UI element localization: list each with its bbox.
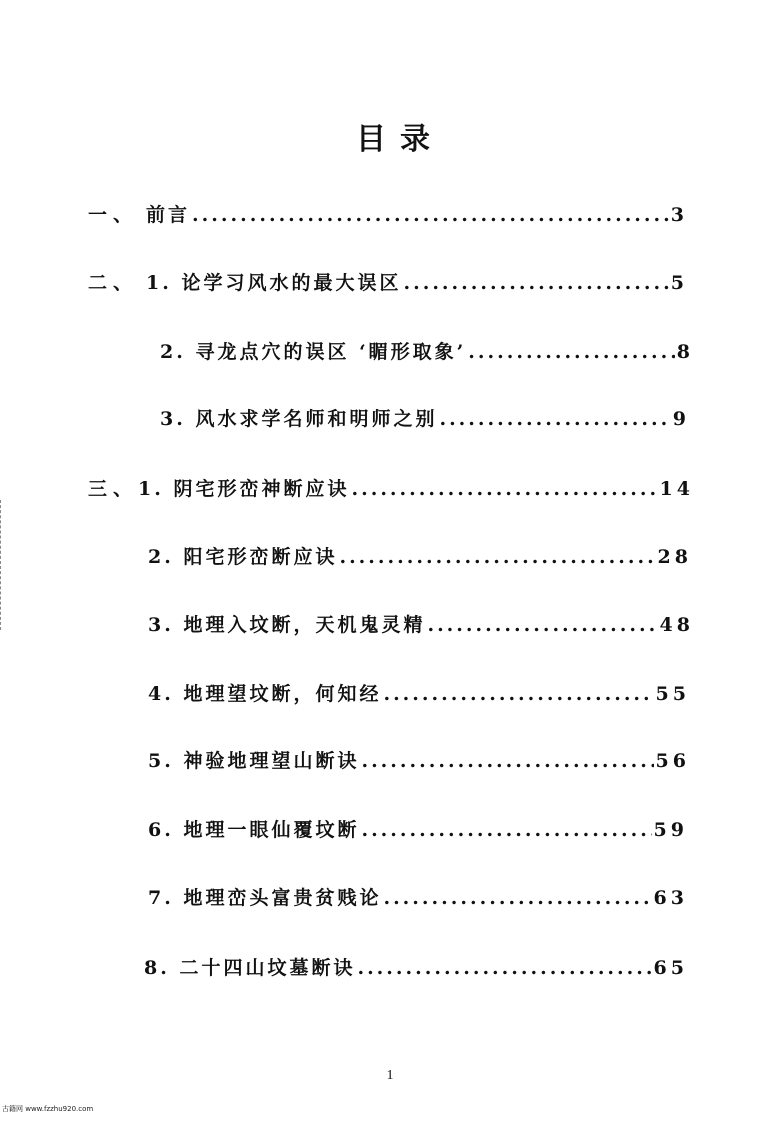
toc-entry-label: 1. 论学习风水的最大误区 bbox=[146, 272, 402, 294]
toc-entry-page: 55 bbox=[655, 683, 690, 705]
toc-entry bbox=[160, 337, 694, 364]
toc-leader-dots bbox=[439, 407, 670, 431]
toc-entry-page: 63 bbox=[653, 887, 688, 909]
toc-entry-label: 5. 神验地理望山断诀 bbox=[148, 750, 360, 772]
toc-leader-dots bbox=[427, 613, 657, 637]
toc-entry-page: 14 bbox=[659, 478, 694, 500]
toc-entry-page: 59 bbox=[653, 819, 688, 841]
toc-leader-dots bbox=[351, 477, 657, 501]
toc-entry-label: 6. 地理一眼仙覆坟断 bbox=[148, 819, 360, 841]
page-number: 1 bbox=[386, 1068, 394, 1083]
toc-entry-page: 8 bbox=[676, 341, 694, 363]
toc-leader-dots bbox=[361, 818, 651, 842]
toc-leader-dots bbox=[383, 682, 653, 706]
site-watermark: 古籍网 www.fzzhu920.com bbox=[2, 1105, 94, 1113]
toc-entry-label: 3. 风水求学名师和明师之别 bbox=[160, 408, 438, 430]
toc-entry-label: 1. 阴宅形峦神断应诀 bbox=[138, 478, 350, 500]
toc-entry bbox=[148, 610, 694, 637]
toc-entry-label: 3. 地理入坟断，天机鬼灵精 bbox=[148, 614, 426, 636]
toc-entry bbox=[148, 815, 688, 842]
toc-entry-label: 2. 阳宅形峦断应诀 bbox=[148, 546, 338, 568]
toc-entry bbox=[148, 542, 692, 569]
toc-leader-dots bbox=[403, 271, 668, 295]
toc-entry-page: 48 bbox=[659, 614, 694, 636]
toc-entry-page: 9 bbox=[672, 408, 690, 430]
toc-entry bbox=[148, 679, 690, 706]
toc-entry-label: 8. 二十四山坟墓断诀 bbox=[144, 957, 356, 979]
toc-entry bbox=[88, 474, 694, 501]
toc-leader-dots bbox=[361, 749, 653, 773]
toc-entry-label: 前言 bbox=[146, 204, 191, 226]
toc-entry bbox=[148, 746, 690, 773]
toc-leader-dots bbox=[339, 545, 655, 569]
toc-leader-dots bbox=[357, 956, 651, 980]
toc-entry bbox=[148, 883, 688, 910]
toc-entry-page: 28 bbox=[657, 546, 692, 568]
toc-entry-page: 3 bbox=[670, 204, 688, 226]
toc-entry-prefix: 三、 bbox=[88, 478, 139, 500]
toc-leader-dots bbox=[468, 340, 674, 364]
toc-entry-prefix: 一、 bbox=[88, 204, 139, 226]
toc-entry-prefix: 二、 bbox=[88, 272, 139, 294]
toc-entry-page: 5 bbox=[670, 272, 688, 294]
toc-entry bbox=[160, 404, 690, 431]
toc-entry-label: 7. 地理峦头富贵贫贱论 bbox=[148, 887, 382, 909]
toc-entry-label: 4. 地理望坟断，何知经 bbox=[148, 683, 382, 705]
toc-entry bbox=[88, 200, 688, 227]
page-title: 目录 bbox=[356, 122, 444, 157]
toc-leader-dots bbox=[192, 203, 669, 227]
toc-entry bbox=[144, 953, 688, 980]
toc-entry-page: 65 bbox=[653, 957, 688, 979]
toc-entry-label: 2. 寻龙点穴的误区 ‘睸形取象’ bbox=[160, 341, 467, 363]
scan-edge-mark bbox=[0, 500, 3, 630]
toc-entry bbox=[88, 268, 688, 295]
toc-entry-page: 56 bbox=[655, 750, 690, 772]
toc-leader-dots bbox=[383, 886, 651, 910]
